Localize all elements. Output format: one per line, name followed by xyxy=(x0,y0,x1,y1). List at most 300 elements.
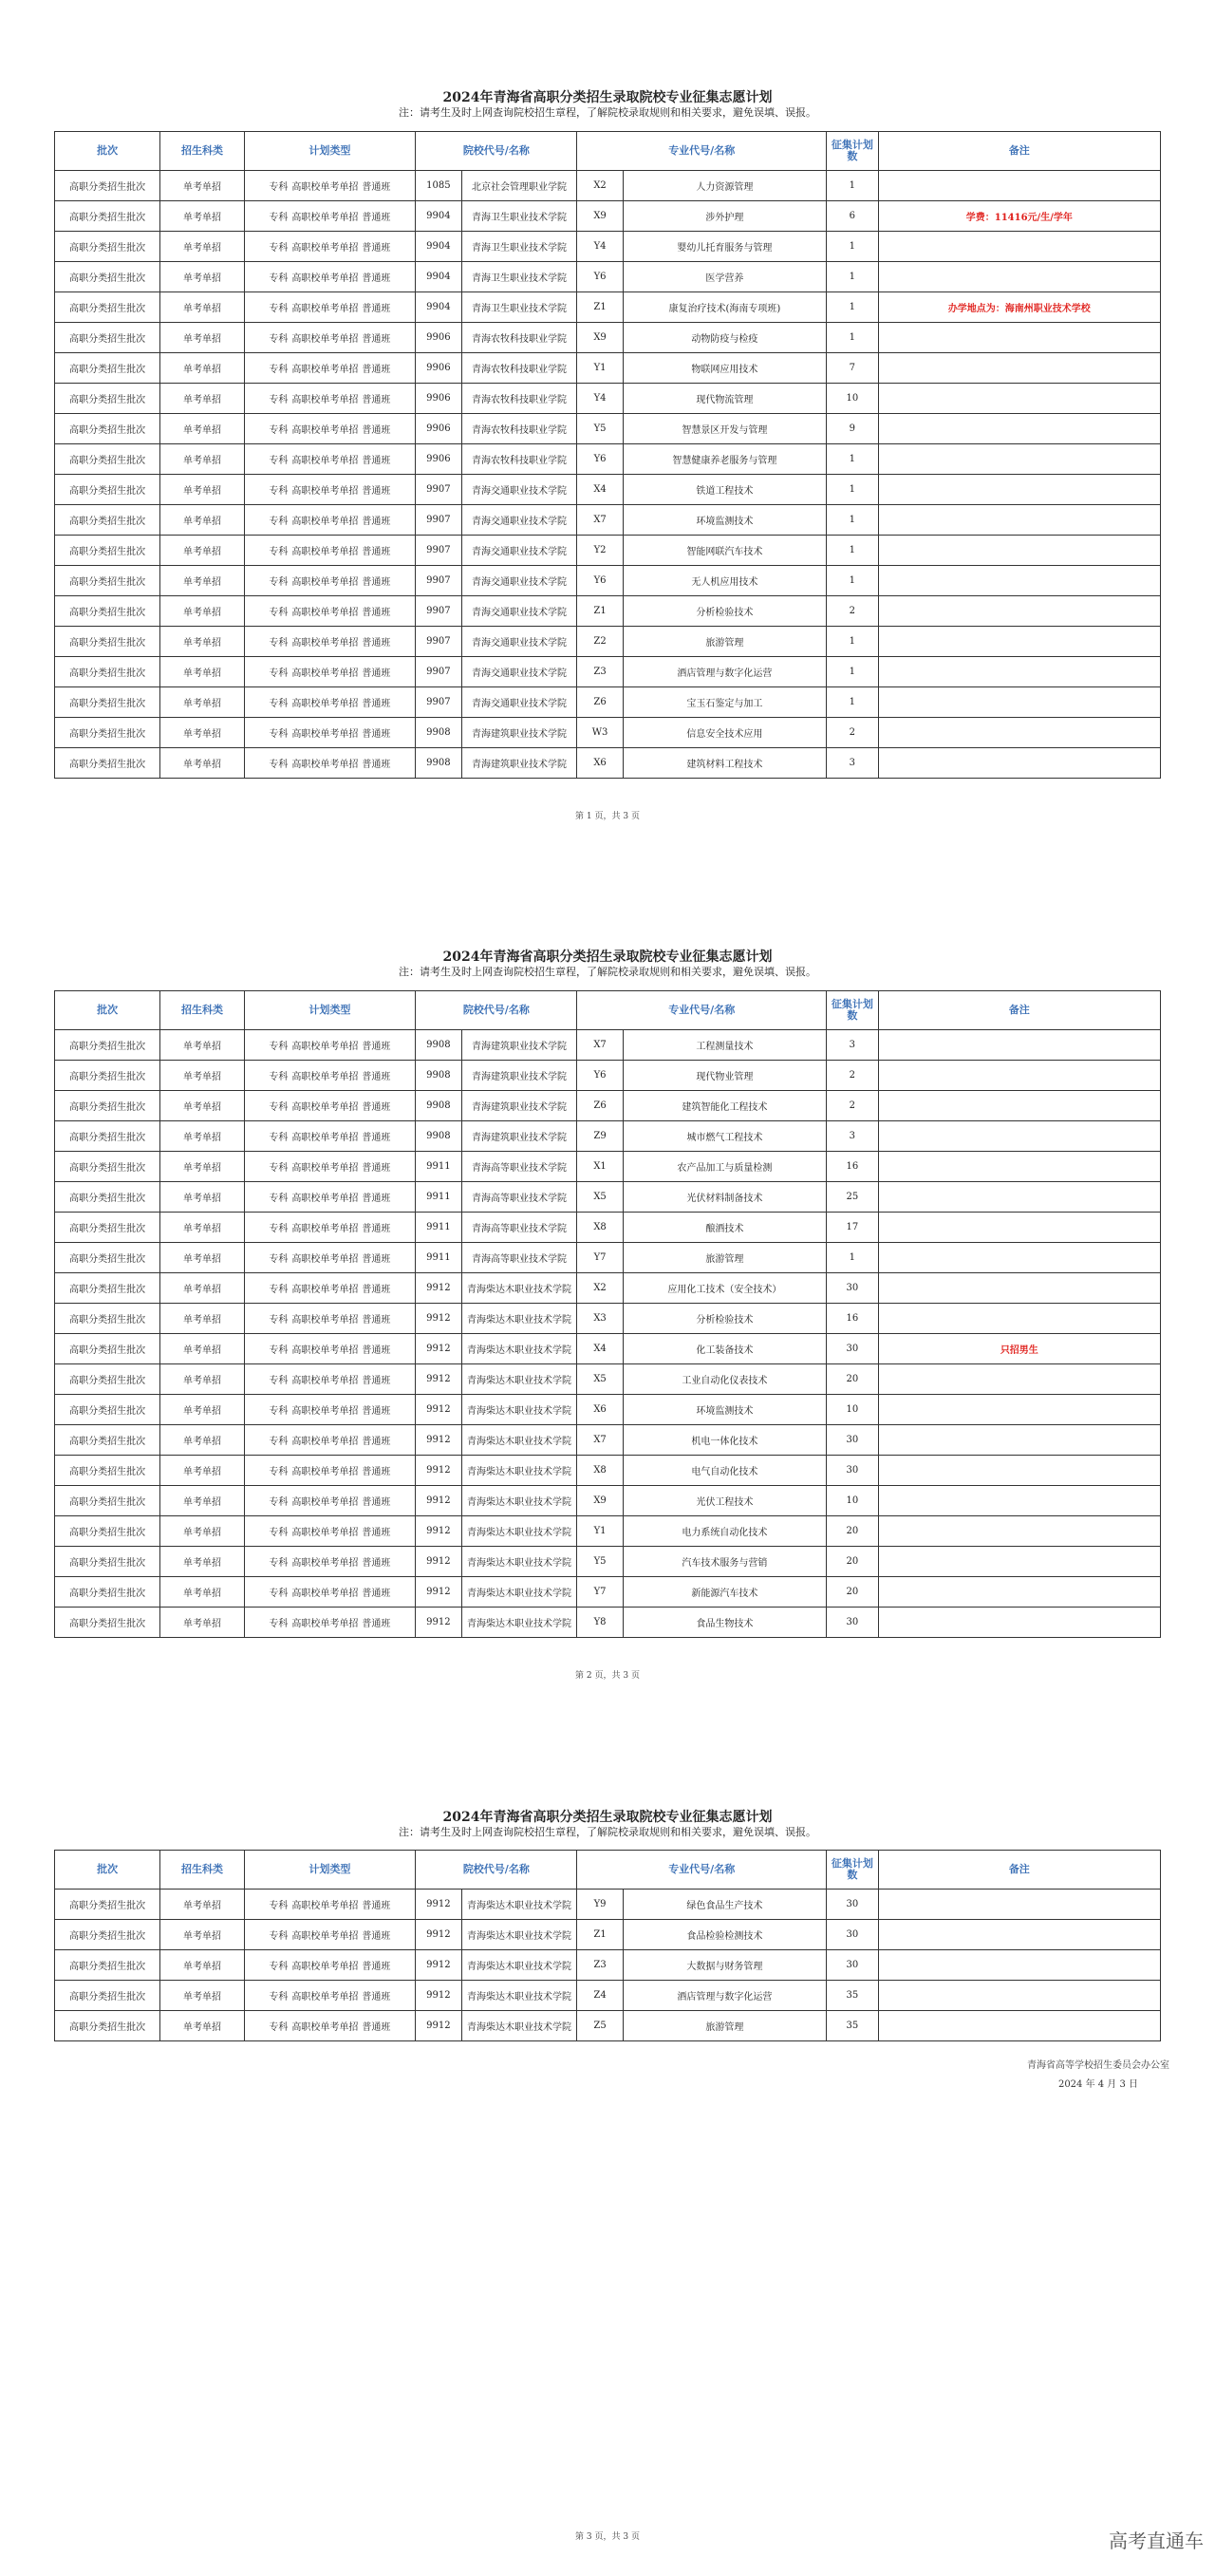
remark-cell xyxy=(878,1516,1160,1547)
plan-type-part: 高职校单考单招 xyxy=(291,1285,359,1295)
batch-cell: 高职分类招生批次 xyxy=(55,1608,160,1638)
kind-cell: 单考单招 xyxy=(160,1547,244,1577)
plan-type-part: 高职校单考单招 xyxy=(291,304,359,314)
remark-cell xyxy=(878,1273,1160,1304)
school-code-cell: 9907 xyxy=(416,536,461,566)
plan-type-part: 高职校单考单招 xyxy=(291,1558,359,1569)
major-name-cell: 建筑智能化工程技术 xyxy=(623,1091,826,1121)
table-row xyxy=(55,1890,1161,1920)
plan-type-part: 高职校单考单招 xyxy=(291,729,359,740)
major-name-cell: 宝玉石鉴定与加工 xyxy=(623,687,826,718)
major-code-cell: X9 xyxy=(577,201,623,232)
major-name-cell: 婴幼儿托育服务与管理 xyxy=(623,232,826,262)
school-name-cell: 青海柴达木职业技术学院 xyxy=(461,1920,577,1950)
school-code-cell: 9908 xyxy=(416,718,461,748)
plan-type-part: 专科 xyxy=(269,243,289,254)
plan-type-part: 普通班 xyxy=(362,1528,391,1538)
batch-cell: 高职分类招生批次 xyxy=(55,1334,160,1364)
table-row xyxy=(55,384,1161,414)
plan-type-part: 普通班 xyxy=(362,456,391,466)
kind-cell: 单考单招 xyxy=(160,718,244,748)
col-school-header: 院校代号/名称 xyxy=(416,132,577,171)
kind-cell: 单考单招 xyxy=(160,1395,244,1425)
school-code-cell: 9911 xyxy=(416,1213,461,1243)
major-code-cell: X9 xyxy=(577,1486,623,1516)
plan-type-part: 专科 xyxy=(269,1102,289,1113)
major-code-cell: X8 xyxy=(577,1456,623,1486)
batch-cell: 高职分类招生批次 xyxy=(55,505,160,536)
count-cell: 3 xyxy=(827,1030,879,1061)
batch-cell: 高职分类招生批次 xyxy=(55,475,160,505)
plan-type-part: 高职校单考单招 xyxy=(291,1497,359,1508)
school-code-cell: 1085 xyxy=(416,171,461,201)
remark-cell xyxy=(878,232,1160,262)
plan-type-part: 高职校单考单招 xyxy=(291,608,359,618)
major-code-cell: X6 xyxy=(577,748,623,779)
school-code-cell: 9906 xyxy=(416,353,461,384)
major-name-cell: 物联网应用技术 xyxy=(623,353,826,384)
plan-type-part: 普通班 xyxy=(362,395,391,405)
plan-type-cell xyxy=(244,1920,416,1950)
table-row xyxy=(55,566,1161,596)
school-name-cell: 青海建筑职业技术学院 xyxy=(461,1030,577,1061)
batch-cell: 高职分类招生批次 xyxy=(55,536,160,566)
major-name-cell: 现代物流管理 xyxy=(623,384,826,414)
major-name-cell: 分析检验技术 xyxy=(623,1304,826,1334)
remark-cell xyxy=(878,1243,1160,1273)
school-name-cell: 青海交通职业技术学院 xyxy=(461,505,577,536)
kind-cell: 单考单招 xyxy=(160,1121,244,1152)
plan-type-cell xyxy=(244,1486,416,1516)
count-cell: 1 xyxy=(827,475,879,505)
school-code-cell: 9907 xyxy=(416,687,461,718)
school-code-cell: 9908 xyxy=(416,1121,461,1152)
batch-cell: 高职分类招生批次 xyxy=(55,1395,160,1425)
col-kind-header: 招生科类 xyxy=(160,132,244,171)
table-row xyxy=(55,718,1161,748)
school-name-cell: 青海柴达木职业技术学院 xyxy=(461,1890,577,1920)
count-cell: 25 xyxy=(827,1182,879,1213)
major-code-cell: Y1 xyxy=(577,1516,623,1547)
major-code-cell: W3 xyxy=(577,718,623,748)
remark-cell xyxy=(878,566,1160,596)
major-name-cell: 现代物业管理 xyxy=(623,1061,826,1091)
count-cell: 30 xyxy=(827,1456,879,1486)
remark-cell xyxy=(878,1152,1160,1182)
plan-type-part: 专科 xyxy=(269,1901,289,1911)
batch-cell: 高职分类招生批次 xyxy=(55,1121,160,1152)
major-code-cell: Y4 xyxy=(577,384,623,414)
plan-type-part: 专科 xyxy=(269,1528,289,1538)
plan-type-part: 专科 xyxy=(269,273,289,284)
col-major-header: 专业代号/名称 xyxy=(577,132,827,171)
school-name-cell: 青海柴达木职业技术学院 xyxy=(461,1273,577,1304)
batch-cell: 高职分类招生批次 xyxy=(55,171,160,201)
school-code-cell: 9907 xyxy=(416,627,461,657)
table-row xyxy=(55,536,1161,566)
batch-cell: 高职分类招生批次 xyxy=(55,1364,160,1395)
major-name-cell: 动物防疫与检疫 xyxy=(623,323,826,353)
plan-type-part: 专科 xyxy=(269,334,289,345)
plan-type-part: 专科 xyxy=(269,213,289,223)
school-code-cell: 9912 xyxy=(416,1920,461,1950)
plan-type-part: 高职校单考单招 xyxy=(291,1254,359,1265)
batch-cell: 高职分类招生批次 xyxy=(55,687,160,718)
plan-type-part: 专科 xyxy=(269,1931,289,1942)
school-code-cell: 9908 xyxy=(416,748,461,779)
col-school-header: 院校代号/名称 xyxy=(416,1851,577,1890)
plan-type-part: 普通班 xyxy=(362,638,391,649)
page-3-note: 注：请考生及时上网查询院校招生章程，了解院校录取规则和相关要求，避免误填、误报。 xyxy=(399,1826,816,1838)
batch-cell: 高职分类招生批次 xyxy=(55,748,160,779)
plan-type-cell xyxy=(244,1243,416,1273)
school-code-cell: 9912 xyxy=(416,1981,461,2011)
plan-type-part: 普通班 xyxy=(362,1619,391,1629)
remark-cell: 学费：11416元/生/学年 xyxy=(878,201,1160,232)
kind-cell: 单考单招 xyxy=(160,1334,244,1364)
school-code-cell: 9912 xyxy=(416,1304,461,1334)
school-code-cell: 9906 xyxy=(416,444,461,475)
plan-type-part: 专科 xyxy=(269,608,289,618)
remark-cell xyxy=(878,475,1160,505)
table-row xyxy=(55,1516,1161,1547)
school-name-cell: 青海交通职业技术学院 xyxy=(461,687,577,718)
major-code-cell: Z4 xyxy=(577,1981,623,2011)
major-name-cell: 机电一体化技术 xyxy=(623,1425,826,1456)
major-code-cell: Z5 xyxy=(577,2011,623,2041)
table-row xyxy=(55,1920,1161,1950)
table-row xyxy=(55,596,1161,627)
batch-cell: 高职分类招生批次 xyxy=(55,1243,160,1273)
school-code-cell: 9912 xyxy=(416,1395,461,1425)
count-cell: 1 xyxy=(827,505,879,536)
major-code-cell: Y6 xyxy=(577,262,623,292)
school-name-cell: 青海柴达木职业技术学院 xyxy=(461,1395,577,1425)
plan-type-part: 高职校单考单招 xyxy=(291,668,359,679)
table-header-row xyxy=(55,132,1161,171)
plan-type-cell xyxy=(244,1950,416,1981)
plan-type-part: 高职校单考单招 xyxy=(291,1931,359,1942)
remark-cell xyxy=(878,687,1160,718)
plan-type-part: 普通班 xyxy=(362,608,391,618)
table-row xyxy=(55,1364,1161,1395)
major-name-cell: 环境监测技术 xyxy=(623,1395,826,1425)
school-name-cell: 青海柴达木职业技术学院 xyxy=(461,1981,577,2011)
plan-type-part: 专科 xyxy=(269,304,289,314)
plan-type-cell xyxy=(244,1304,416,1334)
plan-type-part: 普通班 xyxy=(362,1497,391,1508)
major-name-cell: 分析检验技术 xyxy=(623,596,826,627)
col-major-header: 专业代号/名称 xyxy=(577,991,827,1030)
count-cell: 1 xyxy=(827,566,879,596)
plan-type-part: 普通班 xyxy=(362,425,391,436)
plan-type-part: 普通班 xyxy=(362,2022,391,2033)
major-name-cell: 工业自动化仪表技术 xyxy=(623,1364,826,1395)
major-name-cell: 电气自动化技术 xyxy=(623,1456,826,1486)
col-count-header: 征集计划数 xyxy=(827,1851,879,1890)
plan-type-cell xyxy=(244,1981,416,2011)
plan-type-part: 高职校单考单招 xyxy=(291,1962,359,1972)
school-name-cell: 青海柴达木职业技术学院 xyxy=(461,1577,577,1608)
table-row xyxy=(55,1981,1161,2011)
table-row xyxy=(55,1091,1161,1121)
remark-cell xyxy=(878,353,1160,384)
plan-type-part: 高职校单考单招 xyxy=(291,577,359,588)
remark-cell xyxy=(878,1121,1160,1152)
plan-type-part: 高职校单考单招 xyxy=(291,1345,359,1356)
school-name-cell: 青海农牧科技职业学院 xyxy=(461,414,577,444)
school-code-cell: 9912 xyxy=(416,1547,461,1577)
batch-cell: 高职分类招生批次 xyxy=(55,1061,160,1091)
major-name-cell: 无人机应用技术 xyxy=(623,566,826,596)
remark-cell xyxy=(878,627,1160,657)
remark-cell xyxy=(878,1425,1160,1456)
plan-type-cell xyxy=(244,1334,416,1364)
batch-cell: 高职分类招生批次 xyxy=(55,292,160,323)
kind-cell: 单考单招 xyxy=(160,1516,244,1547)
school-code-cell: 9912 xyxy=(416,1425,461,1456)
col-remark-header: 备注 xyxy=(878,991,1160,1030)
table-header-row xyxy=(55,991,1161,1030)
col-kind-header: 招生科类 xyxy=(160,991,244,1030)
major-name-cell: 食品检验检测技术 xyxy=(623,1920,826,1950)
plan-type-part: 普通班 xyxy=(362,1102,391,1113)
school-name-cell: 青海柴达木职业技术学院 xyxy=(461,1364,577,1395)
count-cell: 30 xyxy=(827,1334,879,1364)
batch-cell: 高职分类招生批次 xyxy=(55,262,160,292)
watermark-logo-text: 高考直通车 xyxy=(1109,2529,1204,2552)
plan-type-part: 普通班 xyxy=(362,365,391,375)
col-plan-type-header: 计划类型 xyxy=(244,991,416,1030)
school-name-cell: 青海高等职业技术学院 xyxy=(461,1152,577,1182)
remark-cell xyxy=(878,1091,1160,1121)
plan-type-part: 高职校单考单招 xyxy=(291,456,359,466)
col-school-header: 院校代号/名称 xyxy=(416,991,577,1030)
page-1-note: 注：请考生及时上网查询院校招生章程，了解院校录取规则和相关要求，避免误填、误报。 xyxy=(399,106,816,119)
plan-type-part: 高职校单考单招 xyxy=(291,243,359,254)
plan-type-cell xyxy=(244,536,416,566)
school-code-cell: 9904 xyxy=(416,232,461,262)
batch-cell: 高职分类招生批次 xyxy=(55,1486,160,1516)
plan-type-part: 高职校单考单招 xyxy=(291,1467,359,1477)
table-row xyxy=(55,1273,1161,1304)
table-row xyxy=(55,292,1161,323)
major-code-cell: X4 xyxy=(577,1334,623,1364)
plan-type-cell xyxy=(244,1030,416,1061)
plan-type-part: 高职校单考单招 xyxy=(291,1528,359,1538)
major-name-cell: 旅游管理 xyxy=(623,627,826,657)
plan-type-part: 普通班 xyxy=(362,1224,391,1234)
count-cell: 16 xyxy=(827,1304,879,1334)
plan-type-part: 普通班 xyxy=(362,1072,391,1082)
plan-type-part: 专科 xyxy=(269,1406,289,1417)
remark-cell xyxy=(878,384,1160,414)
count-cell: 20 xyxy=(827,1364,879,1395)
major-code-cell: Y5 xyxy=(577,1547,623,1577)
kind-cell: 单考单招 xyxy=(160,232,244,262)
plan-type-part: 普通班 xyxy=(362,1042,391,1052)
major-name-cell: 旅游管理 xyxy=(623,1243,826,1273)
plan-type-part: 专科 xyxy=(269,395,289,405)
table-row xyxy=(55,748,1161,779)
major-name-cell: 建筑材料工程技术 xyxy=(623,748,826,779)
batch-cell: 高职分类招生批次 xyxy=(55,1182,160,1213)
school-code-cell: 9912 xyxy=(416,2011,461,2041)
plan-type-cell xyxy=(244,657,416,687)
school-name-cell: 青海交通职业技术学院 xyxy=(461,566,577,596)
school-name-cell: 青海卫生职业技术学院 xyxy=(461,292,577,323)
batch-cell: 高职分类招生批次 xyxy=(55,2011,160,2041)
kind-cell: 单考单招 xyxy=(160,687,244,718)
plan-type-part: 高职校单考单招 xyxy=(291,1163,359,1174)
table-row xyxy=(55,1486,1161,1516)
plan-type-part: 专科 xyxy=(269,1224,289,1234)
batch-cell: 高职分类招生批次 xyxy=(55,627,160,657)
school-name-cell: 青海柴达木职业技术学院 xyxy=(461,1516,577,1547)
batch-cell: 高职分类招生批次 xyxy=(55,1273,160,1304)
remark-cell xyxy=(878,1547,1160,1577)
batch-cell: 高职分类招生批次 xyxy=(55,384,160,414)
plan-type-part: 普通班 xyxy=(362,668,391,679)
school-code-cell: 9904 xyxy=(416,292,461,323)
plan-type-cell xyxy=(244,505,416,536)
issue-date: 2024 年 4 月 3 日 xyxy=(1057,2079,1139,2090)
batch-cell: 高职分类招生批次 xyxy=(55,1950,160,1981)
col-batch-header: 批次 xyxy=(55,1851,160,1890)
plan-type-cell xyxy=(244,1152,416,1182)
page-2-number: 第 2 页，共 3 页 xyxy=(575,1671,640,1681)
table-row xyxy=(55,687,1161,718)
plan-type-cell xyxy=(244,1547,416,1577)
plan-type-part: 专科 xyxy=(269,182,289,193)
school-code-cell: 9907 xyxy=(416,657,461,687)
major-name-cell: 旅游管理 xyxy=(623,2011,826,2041)
plan-type-cell xyxy=(244,353,416,384)
school-code-cell: 9912 xyxy=(416,1364,461,1395)
remark-cell xyxy=(878,171,1160,201)
school-code-cell: 9912 xyxy=(416,1577,461,1608)
plan-type-cell xyxy=(244,1091,416,1121)
plan-type-part: 普通班 xyxy=(362,1901,391,1911)
count-cell: 10 xyxy=(827,1486,879,1516)
school-name-cell: 青海柴达木职业技术学院 xyxy=(461,1608,577,1638)
remark-cell xyxy=(878,1486,1160,1516)
page-1-number: 第 1 页，共 3 页 xyxy=(575,812,640,821)
school-name-cell: 青海高等职业技术学院 xyxy=(461,1213,577,1243)
school-name-cell: 青海高等职业技术学院 xyxy=(461,1243,577,1273)
page-2-note: 注：请考生及时上网查询院校招生章程，了解院校录取规则和相关要求，避免误填、误报。 xyxy=(399,966,816,978)
school-name-cell: 青海卫生职业技术学院 xyxy=(461,262,577,292)
school-name-cell: 青海柴达木职业技术学院 xyxy=(461,1547,577,1577)
major-name-cell: 新能源汽车技术 xyxy=(623,1577,826,1608)
plan-type-part: 普通班 xyxy=(362,1406,391,1417)
kind-cell: 单考单招 xyxy=(160,1273,244,1304)
remark-cell xyxy=(878,1920,1160,1950)
major-name-cell: 光伏工程技术 xyxy=(623,1486,826,1516)
remark-cell xyxy=(878,444,1160,475)
kind-cell: 单考单招 xyxy=(160,353,244,384)
table-row xyxy=(55,201,1161,232)
kind-cell: 单考单招 xyxy=(160,1030,244,1061)
plan-type-part: 高职校单考单招 xyxy=(291,273,359,284)
col-count-header: 征集计划数 xyxy=(827,132,879,171)
count-cell: 9 xyxy=(827,414,879,444)
batch-cell: 高职分类招生批次 xyxy=(55,353,160,384)
kind-cell: 单考单招 xyxy=(160,1920,244,1950)
plan-type-cell xyxy=(244,1608,416,1638)
plan-type-cell xyxy=(244,475,416,505)
kind-cell: 单考单招 xyxy=(160,444,244,475)
count-cell: 1 xyxy=(827,657,879,687)
plan-type-part: 高职校单考单招 xyxy=(291,182,359,193)
plan-type-part: 普通班 xyxy=(362,1133,391,1143)
school-name-cell: 青海农牧科技职业学院 xyxy=(461,323,577,353)
plan-type-part: 高职校单考单招 xyxy=(291,1042,359,1052)
plan-type-part: 专科 xyxy=(269,425,289,436)
plan-type-part: 高职校单考单招 xyxy=(291,760,359,770)
remark-cell xyxy=(878,1213,1160,1243)
major-code-cell: Y1 xyxy=(577,353,623,384)
school-name-cell: 青海建筑职业技术学院 xyxy=(461,1121,577,1152)
col-kind-header: 招生科类 xyxy=(160,1851,244,1890)
remark-cell xyxy=(878,1456,1160,1486)
plan-type-part: 普通班 xyxy=(362,1467,391,1477)
school-name-cell: 青海建筑职业技术学院 xyxy=(461,1091,577,1121)
plan-type-part: 高职校单考单招 xyxy=(291,699,359,709)
major-name-cell: 涉外护理 xyxy=(623,201,826,232)
count-cell: 10 xyxy=(827,1395,879,1425)
plan-type-part: 高职校单考单招 xyxy=(291,395,359,405)
plan-type-part: 普通班 xyxy=(362,1163,391,1174)
school-name-cell: 青海卫生职业技术学院 xyxy=(461,232,577,262)
major-code-cell: X8 xyxy=(577,1213,623,1243)
plan-type-part: 普通班 xyxy=(362,1376,391,1386)
count-cell: 1 xyxy=(827,262,879,292)
count-cell: 2 xyxy=(827,1061,879,1091)
school-name-cell: 青海农牧科技职业学院 xyxy=(461,384,577,414)
plan-type-part: 专科 xyxy=(269,577,289,588)
page-3-title: 2024年青海省高职分类招生录取院校专业征集志愿计划 xyxy=(442,1810,773,1825)
major-code-cell: Z6 xyxy=(577,687,623,718)
batch-cell: 高职分类招生批次 xyxy=(55,1516,160,1547)
kind-cell: 单考单招 xyxy=(160,2011,244,2041)
count-cell: 3 xyxy=(827,748,879,779)
count-cell: 7 xyxy=(827,353,879,384)
kind-cell: 单考单招 xyxy=(160,1608,244,1638)
count-cell: 1 xyxy=(827,687,879,718)
plan-table-page-2 xyxy=(54,990,1161,1638)
plan-type-part: 专科 xyxy=(269,1376,289,1386)
plan-type-part: 专科 xyxy=(269,547,289,557)
major-code-cell: X3 xyxy=(577,1304,623,1334)
kind-cell: 单考单招 xyxy=(160,262,244,292)
batch-cell: 高职分类招生批次 xyxy=(55,1091,160,1121)
remark-cell xyxy=(878,536,1160,566)
plan-type-part: 普通班 xyxy=(362,486,391,497)
remark-cell xyxy=(878,1061,1160,1091)
school-name-cell: 青海交通职业技术学院 xyxy=(461,627,577,657)
major-code-cell: X2 xyxy=(577,171,623,201)
batch-cell: 高职分类招生批次 xyxy=(55,1425,160,1456)
plan-type-part: 高职校单考单招 xyxy=(291,2022,359,2033)
issuer-office: 青海省高等学校招生委员会办公室 xyxy=(1027,2060,1169,2071)
col-batch-header: 批次 xyxy=(55,132,160,171)
plan-type-cell xyxy=(244,1456,416,1486)
school-code-cell: 9904 xyxy=(416,262,461,292)
school-code-cell: 9911 xyxy=(416,1152,461,1182)
major-name-cell: 铁道工程技术 xyxy=(623,475,826,505)
major-name-cell: 酒店管理与数字化运营 xyxy=(623,1981,826,2011)
